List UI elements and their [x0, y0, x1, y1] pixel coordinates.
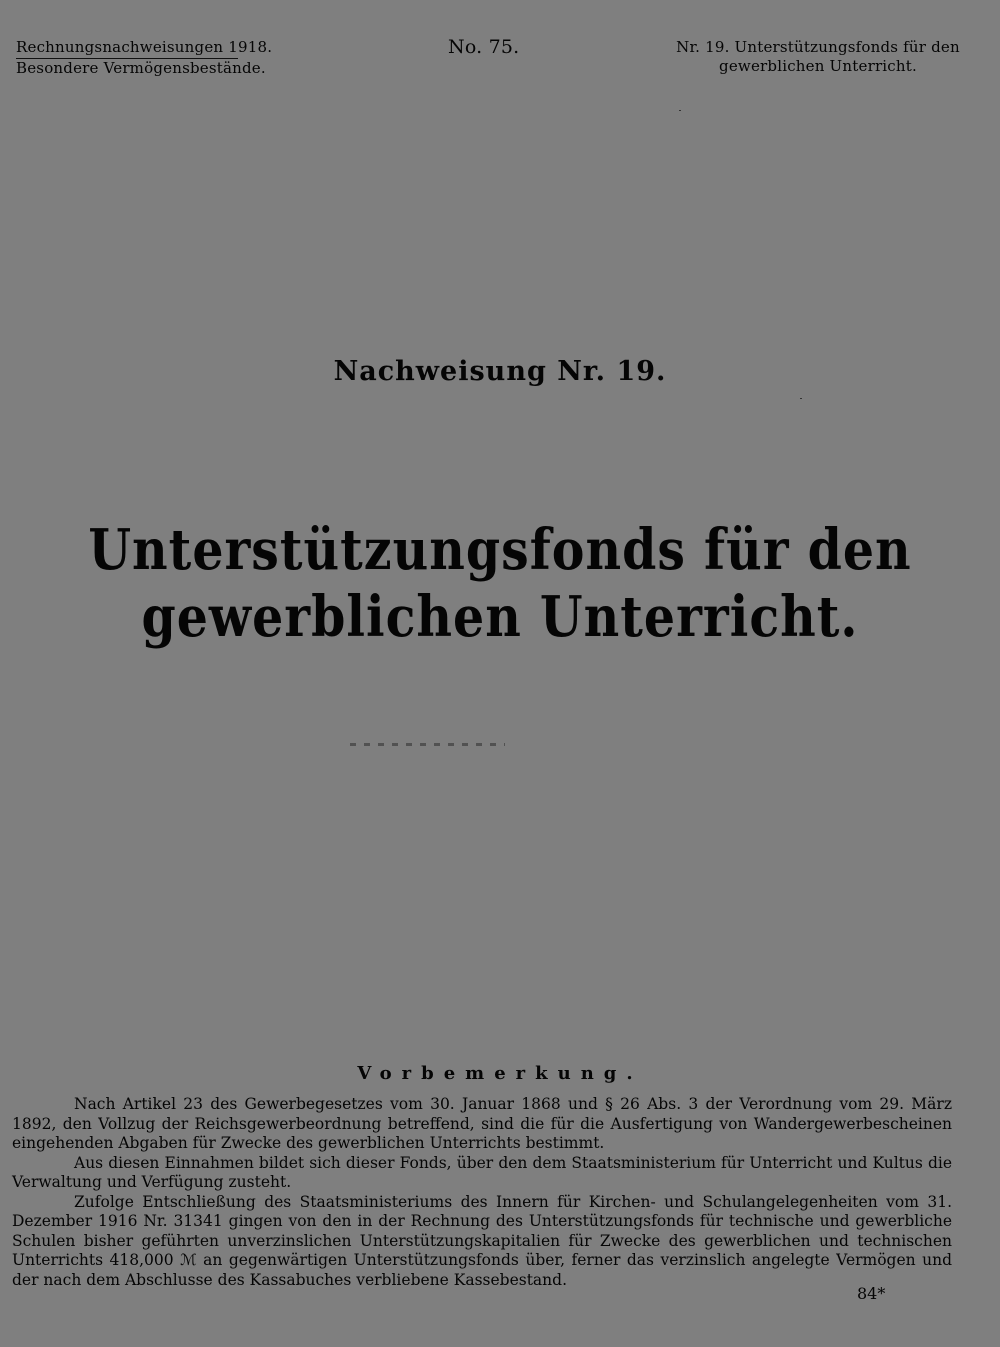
- main-title: Unterstützungsfonds für den gewerblichen Unterricht.: [88, 516, 912, 650]
- header-section-number: Nr. 19. Unterstützungsfonds für den: [676, 38, 960, 56]
- decorative-rule: [350, 743, 505, 746]
- scan-speck: [800, 398, 802, 399]
- paragraph: Nach Artikel 23 des Gewerbegesetzes vom 30. Januar 1868 und § 26 Abs. 3 der Verordnung vom 29. März 1892, den Vollzug der Reichsgewerbeordnung betreffend, sind die für die Ausfertigung von Wandergewerbescheinen eingehenden Abgaben für Zwecke des gewerblichen Unterrichts bestimmt.: [12, 1095, 952, 1152]
- running-header-right: [668, 38, 968, 76]
- preliminary-text: [12, 1095, 952, 1290]
- header-document-number: No. 75.: [448, 36, 520, 58]
- header-assets-subtitle: Besondere Vermögensbestände.: [16, 59, 266, 77]
- preliminary-heading: Vorbemerkung.: [357, 1063, 643, 1084]
- running-header-left: [16, 38, 273, 78]
- page-mark: 84*: [857, 1284, 886, 1303]
- scan-speck: [679, 110, 681, 111]
- header-section-subject: gewerblichen Unterricht.: [719, 57, 917, 75]
- section-title: Nachweisung Nr. 19.: [333, 356, 667, 387]
- header-accounts-title: Rechnungsnachweisungen 1918.: [16, 38, 238, 59]
- paragraph: Aus diesen Einnahmen bildet sich dieser Fonds, über den dem Staatsministerium für Unterricht und Kultus die Verwaltung und Verfügung zusteht.: [12, 1153, 952, 1191]
- paragraph: Zufolge Entschließung des Staatsministeriums des Innern für Kirchen- und Schulangelegenheiten vom 31. Dezember 1916 Nr. 31341 gingen von den in der Rechnung des Unterstützungsfonds für technische und gewerbliche Schulen bisher geführten unverzinslichen Unterstützungskapitalien für Zwecke des gewerblichen und technischen Unterrichts 418,000 ℳ an gegenwärtigen Unterstützungsfonds über, ferner das verzinslich angelegte Vermögen und der nach dem Abschlusse des Kassabuches verbliebene Kassebestand.: [12, 1192, 952, 1289]
